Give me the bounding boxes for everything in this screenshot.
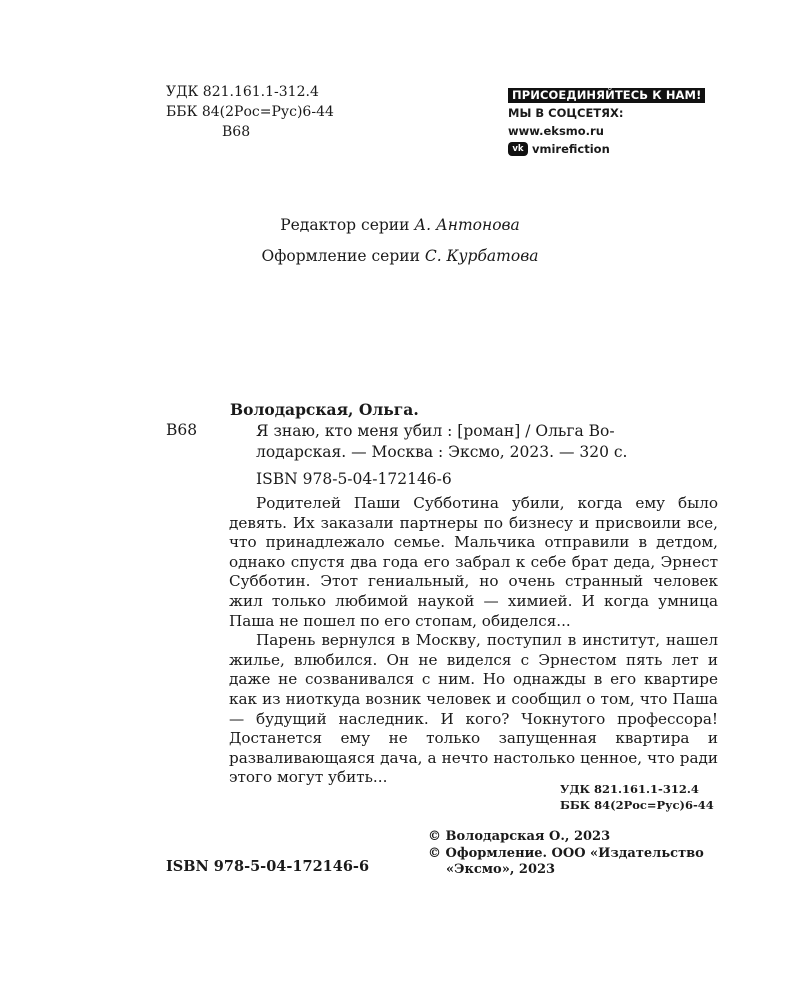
classification-block [166, 82, 334, 142]
social-subtitle: МЫ В СОЦСЕТЯХ: [508, 106, 624, 120]
copyright-design-line-1: © Оформление. ООО «Издательство [428, 845, 704, 861]
editor-name: А. Антонова [414, 216, 520, 234]
author-sign: В68 [222, 124, 251, 140]
record-isbn: ISBN 978-5-04-172146-6 [256, 470, 452, 488]
bbk-code: ББК 84(2Рос=Рус)6-44 [166, 104, 334, 120]
annotation-paragraph-2: Парень вернулся в Москву, поступил в институт, нашел жилье, влюбился. Он не виделся с Эрнестом пять лет и даже не созванивался с ним. Но однажды в его квартире как из ниоткуда возник человек и сообщил о том, что Паша — будущий наследник. И кого? Чокнутого профессора! Достанется ему не только запущенная квартира и разваливающаяся дача, а нечто настолько ценное, что ради этого могут убить... [229, 631, 718, 787]
record-title [256, 421, 718, 463]
editor-label: Редактор серии [280, 216, 410, 234]
title-line-2: лодарская. — Москва : Эксмо, 2023. — 320 с. [256, 443, 628, 461]
join-banner: ПРИСОЕДИНЯЙТЕСЬ К НАМ! [508, 88, 705, 103]
design-credit [0, 247, 800, 265]
website-link[interactable]: www.eksmo.ru [508, 124, 604, 138]
copyright-block [428, 829, 728, 879]
record-code: В68 [166, 421, 198, 439]
footer-bbk: ББК 84(2Рос=Рус)6-44 [560, 798, 714, 812]
social-block [508, 86, 730, 158]
annotation [229, 494, 718, 788]
copyright-design-line-2: «Эксмо», 2023 [446, 862, 556, 877]
annotation-paragraph-1: Родителей Паши Субботина убили, когда ему было девять. Их заказали партнеры по бизнесу и присвоили все, что принадлежало семье. Мальчика отправили в детдом, однако спустя два года его забрал к себе брат деда, Эрнест Субботин. Этот гениальный, но очень странный человек жил только любимой наукой — химией. И когда умница Паша не пошел по его стопам, обиделся... [229, 494, 718, 630]
title-line-1: Я знаю, кто меня убил : [роман] / Ольга Во- [256, 422, 615, 440]
design-label: Оформление серии [261, 247, 420, 265]
footer-isbn: ISBN 978-5-04-172146-6 [166, 858, 370, 875]
copyright-author: © Володарская О., 2023 [428, 829, 611, 844]
vk-icon: vk [508, 142, 528, 156]
footer-classification [560, 781, 714, 813]
editor-credit [0, 216, 800, 234]
udk-code: УДК 821.161.1-312.4 [166, 84, 319, 100]
vk-row[interactable] [508, 140, 730, 158]
design-name: С. Курбатова [424, 247, 539, 265]
footer-udk: УДК 821.161.1-312.4 [560, 782, 699, 796]
record-author: Володарская, Ольга. [230, 400, 419, 419]
vk-handle[interactable]: vmirefiction [532, 142, 610, 156]
